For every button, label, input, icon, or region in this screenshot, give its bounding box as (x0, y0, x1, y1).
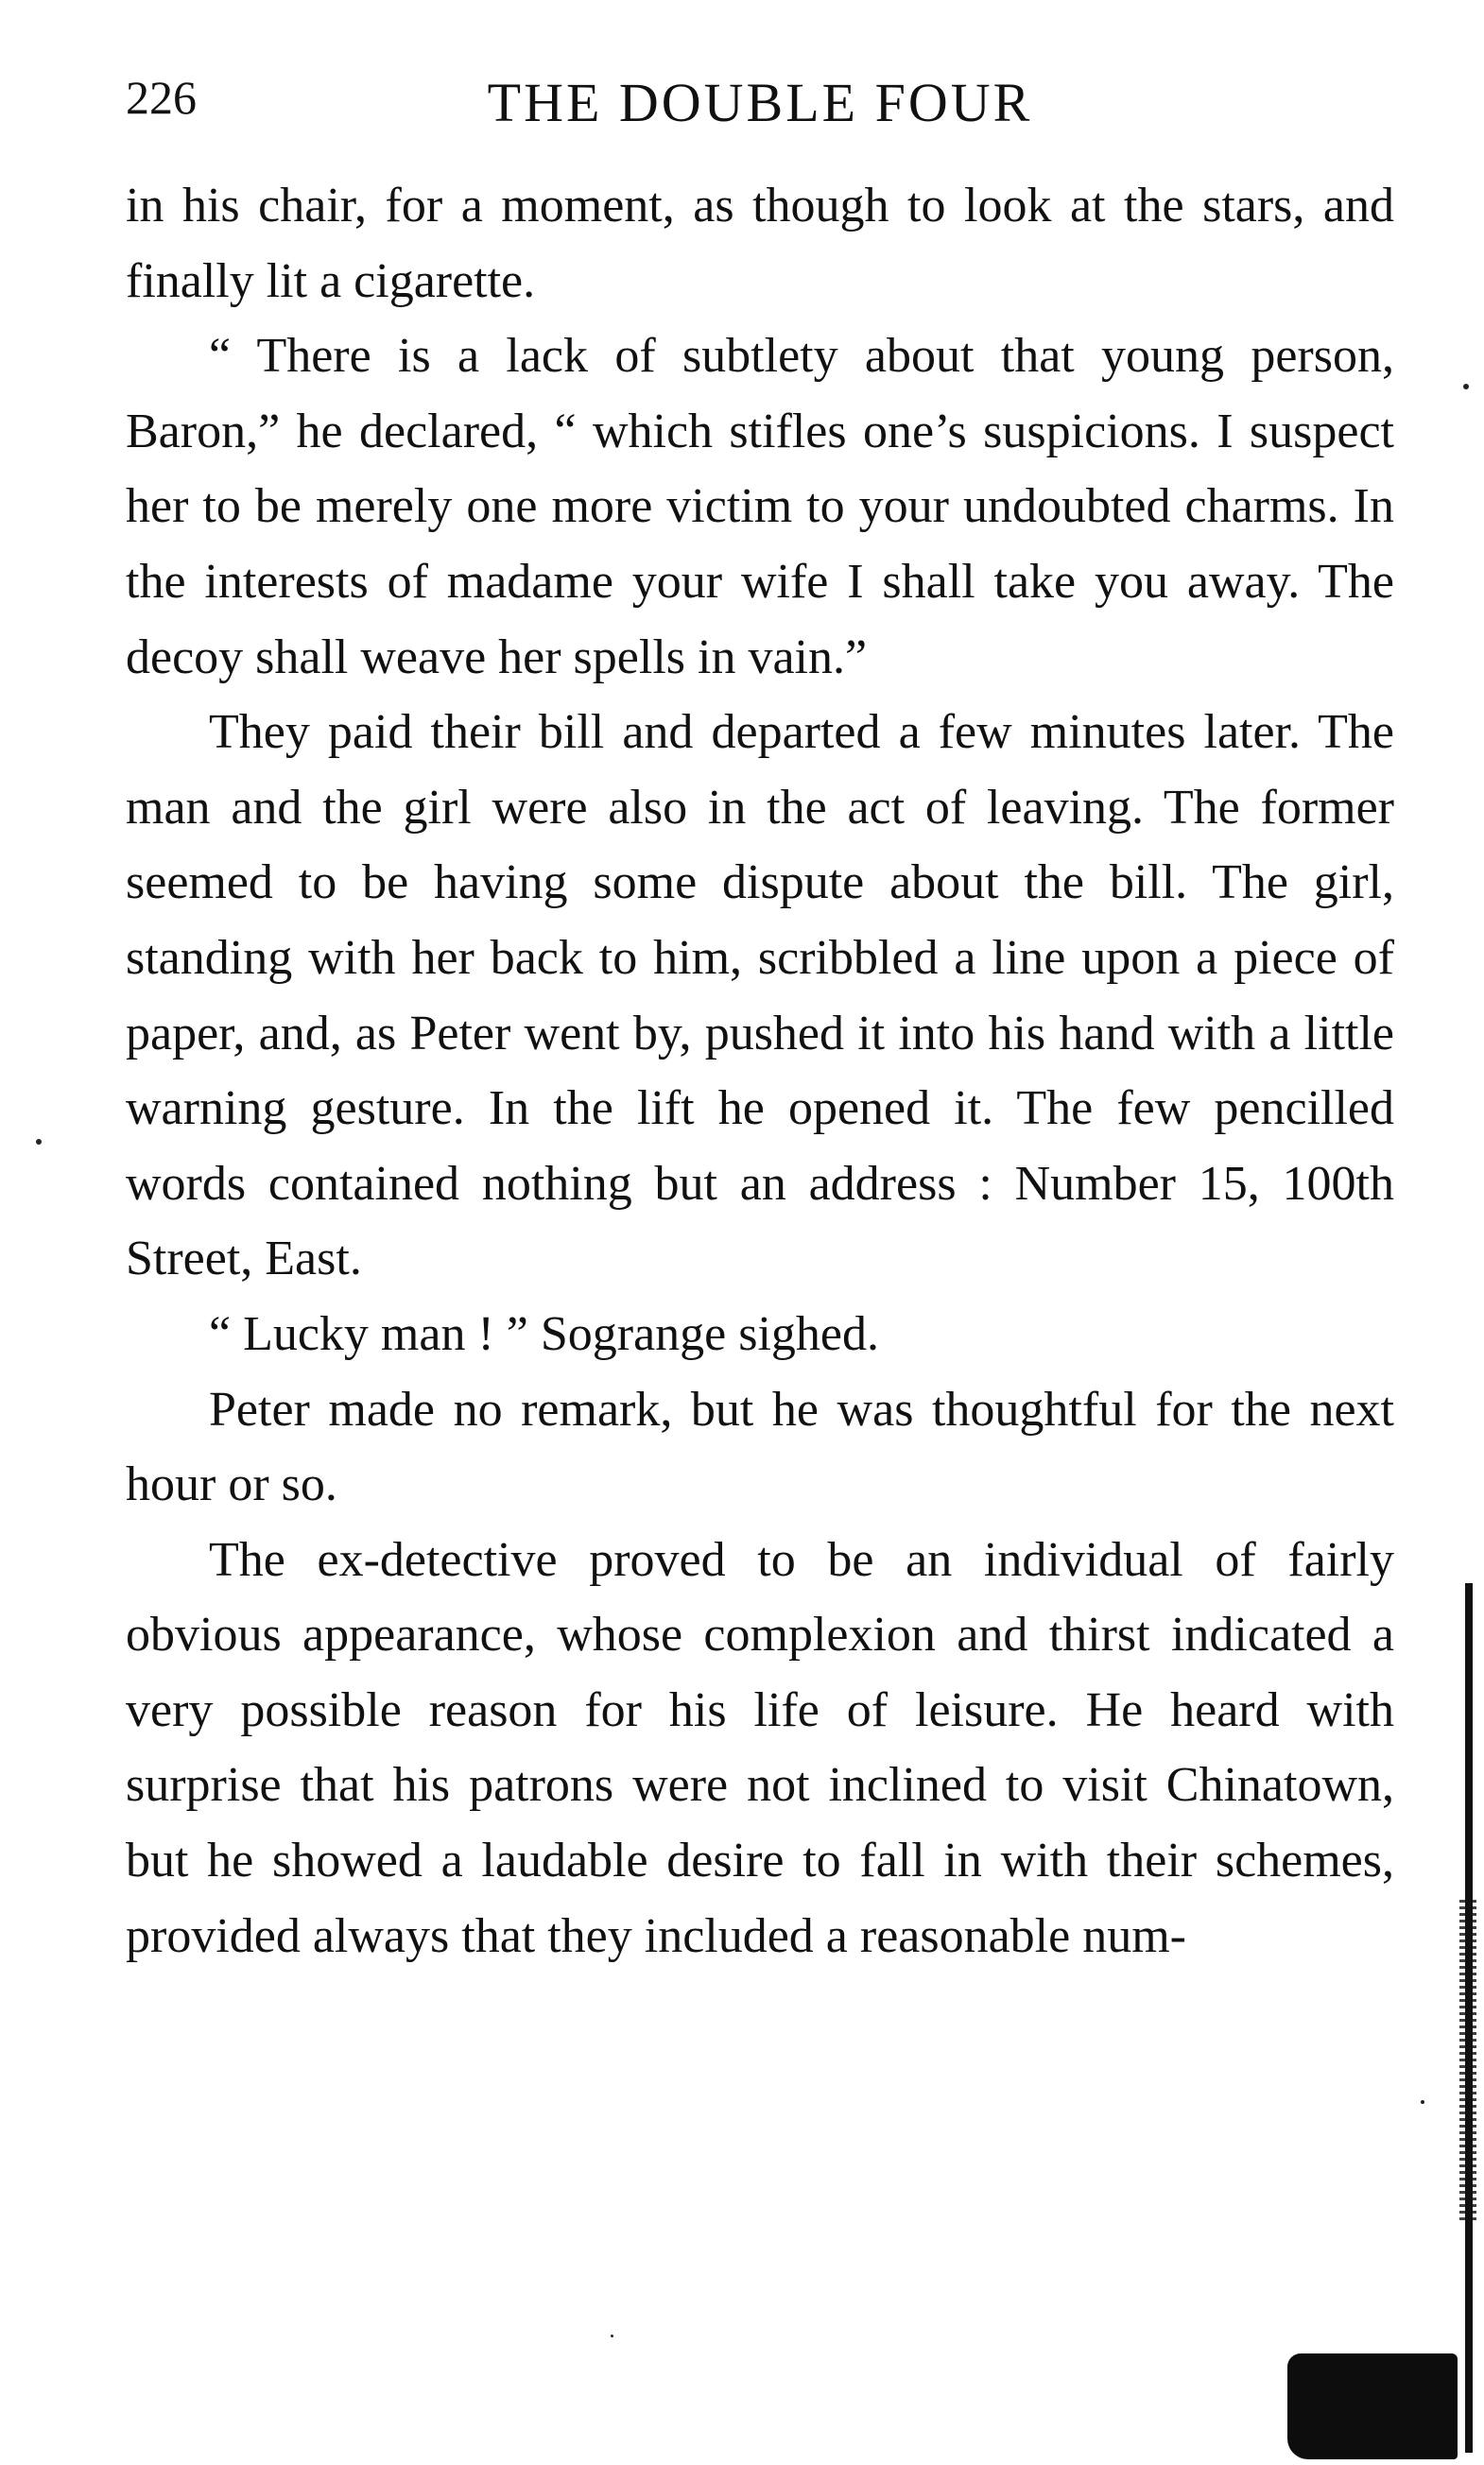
paragraph: They paid their bill and departed a few minutes later. The man and the girl were also in the act of leaving. The former seemed to be having some dispute about the bill. The girl, standing with her back to him, scribbled a line upon a piece of paper, and, as Peter went by, pushed it into his hand with a little warning gesture. In the lift he opened it. The few pencilled words contained nothing but an address : Number 15, 100th Street, East. (126, 705, 1394, 1286)
paragraph: “ Lucky man ! ” Sogrange sighed. (209, 1306, 880, 1361)
page-number: 226 (126, 71, 197, 124)
paragraph: The ex-detective proved to be an individual of fairly obvious appearance, whose complexion and thirst indicated a very possible reason for his life of leisure. He heard with surprise that his patrons were not inclined to visit Chinatown, but he showed a laudable desire to fall in with their schemes, provided always that they included a reasonable num- (126, 1532, 1394, 1963)
scan-corner-smudge (1287, 2353, 1458, 2459)
scan-edge-noise (1459, 1900, 1476, 2221)
running-title: THE DOUBLE FOUR (487, 72, 1033, 133)
paragraph: in his chair, for a moment, as though to look at the stars, and finally lit a cigarette. (126, 179, 1394, 308)
page-header (126, 68, 1394, 144)
scan-speck (611, 2335, 613, 2337)
scan-speck (1463, 384, 1469, 389)
paragraph: Peter made no remark, but he was thoughtful for the next hour or so. (126, 1382, 1394, 1512)
scan-speck (36, 1139, 42, 1145)
paragraph: “ There is a lack of subtlety about that young person, Baron,” he declared, “ which stifles one’s suspicions. I suspect her to be merely one more victim to your undoubted charms. In the interests of madame your wife I shall take you away. The decoy shall weave her spells in vain.” (126, 329, 1394, 684)
scan-speck (1421, 2100, 1424, 2104)
body-text (126, 168, 1394, 1974)
